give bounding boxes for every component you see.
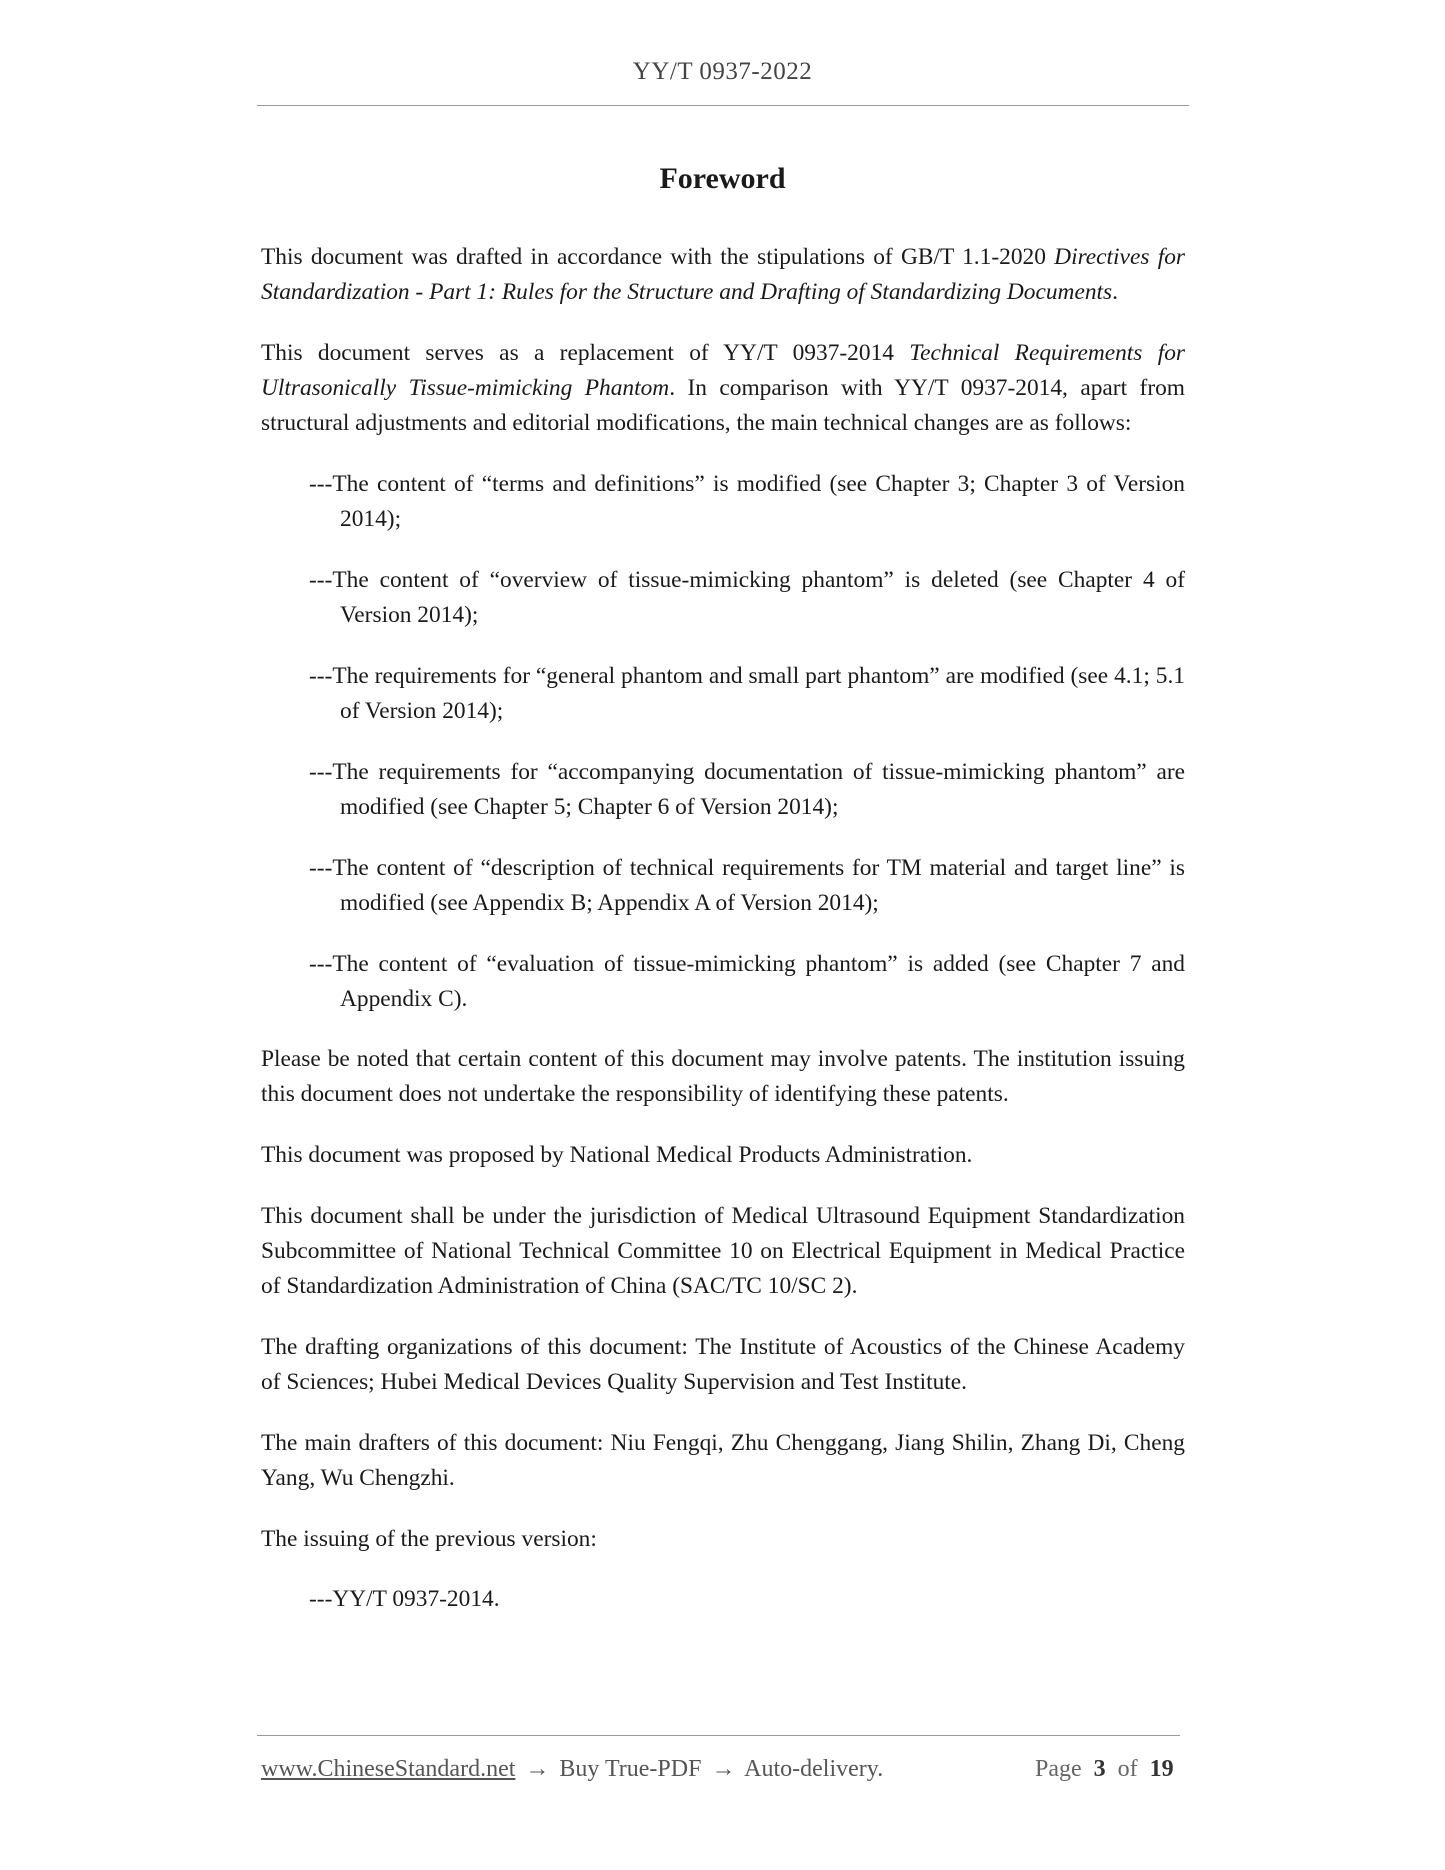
page-title: Foreword xyxy=(659,162,786,195)
text-run: This document was drafted in accordance with the stipulations of GB/T 1.1-2020 xyxy=(261,244,1055,270)
text-run: . In comparison with YY/T 0937-2014, apart from structural adjustments and editorial modifications, the main technical changes are as follows: xyxy=(261,375,1185,436)
page-label: Page xyxy=(1035,1756,1082,1782)
change-item: ---The content of “evaluation of tissue-mimicking phantom” is added (see Chapter 7 and Appendix C). xyxy=(309,951,1185,1012)
italic-citation: Directives for Standardization - Part 1: Rules for the Structure and Drafting of Standardizing Documents xyxy=(261,244,1185,305)
change-item: ---The content of “overview of tissue-mimicking phantom” is deleted (see Chapter 4 of Version 2014); xyxy=(309,567,1185,628)
paragraph-drafting-organizations: The drafting organizations of this document: The Institute of Acoustics of the Chinese Academy of Sciences; Hubei Medical Devices Quality Supervision and Test Institute. xyxy=(261,1334,1185,1395)
change-item: ---The content of “description of technical requirements for TM material and target line” is modified (see Appendix B; Appendix A of Version 2014); xyxy=(309,855,1185,916)
change-item: ---The requirements for “general phantom and small part phantom” are modified (see 4.1; 5.1 of Version 2014); xyxy=(309,663,1185,724)
page-total: 19 xyxy=(1149,1756,1174,1782)
arrow-right-icon: → xyxy=(525,1756,550,1782)
document-body xyxy=(261,240,1185,1643)
header-divider xyxy=(257,105,1189,106)
text-run: . xyxy=(1112,279,1118,305)
page-indicator xyxy=(1035,1756,1174,1783)
paragraph-proposed-by: This document was proposed by National Medical Products Administration. xyxy=(261,1142,973,1168)
footer-divider xyxy=(257,1735,1180,1736)
paragraph-drafting-basis xyxy=(261,240,1185,310)
paragraph-previous-version: The issuing of the previous version: xyxy=(261,1526,597,1552)
page-current: 3 xyxy=(1093,1756,1106,1782)
paragraph-replacement xyxy=(261,336,1185,441)
auto-delivery-text: Auto-delivery. xyxy=(744,1756,884,1782)
previous-version-item: ---YY/T 0937-2014. xyxy=(309,1586,500,1612)
change-item: ---The requirements for “accompanying documentation of tissue-mimicking phantom” are modified (see Chapter 5; Chapter 6 of Version 2014); xyxy=(309,759,1185,820)
arrow-right-icon: → xyxy=(711,1756,736,1782)
paragraph-patents: Please be noted that certain content of this document may involve patents. The institution issuing this document does not undertake the responsibility of identifying these patents. xyxy=(261,1046,1185,1107)
text-run: This document serves as a replacement of YY/T 0937-2014 xyxy=(261,340,910,366)
site-link[interactable]: www.ChineseStandard.net xyxy=(261,1756,516,1782)
change-item: ---The content of “terms and definitions” is modified (see Chapter 3; Chapter 3 of Version 2014); xyxy=(309,471,1185,532)
italic-citation: Technical Requirements for Ultrasonically Tissue-mimicking Phantom xyxy=(261,340,1186,401)
paragraph-jurisdiction: This document shall be under the jurisdiction of Medical Ultrasound Equipment Standardization Subcommittee of National Technical Committee 10 on Electrical Equipment in Medical Practice of Standardization Administration of China (SAC/TC 10/SC 2). xyxy=(261,1203,1185,1299)
buy-pdf-text: Buy True-PDF xyxy=(559,1756,702,1782)
paragraph-drafters: The main drafters of this document: Niu Fengqi, Zhu Chenggang, Jiang Shilin, Zhang Di, Cheng Yang, Wu Chengzhi. xyxy=(261,1430,1185,1491)
footer-links xyxy=(261,1756,883,1783)
of-label: of xyxy=(1117,1756,1138,1782)
header-doc-code: YY/T 0937-2022 xyxy=(632,58,813,85)
